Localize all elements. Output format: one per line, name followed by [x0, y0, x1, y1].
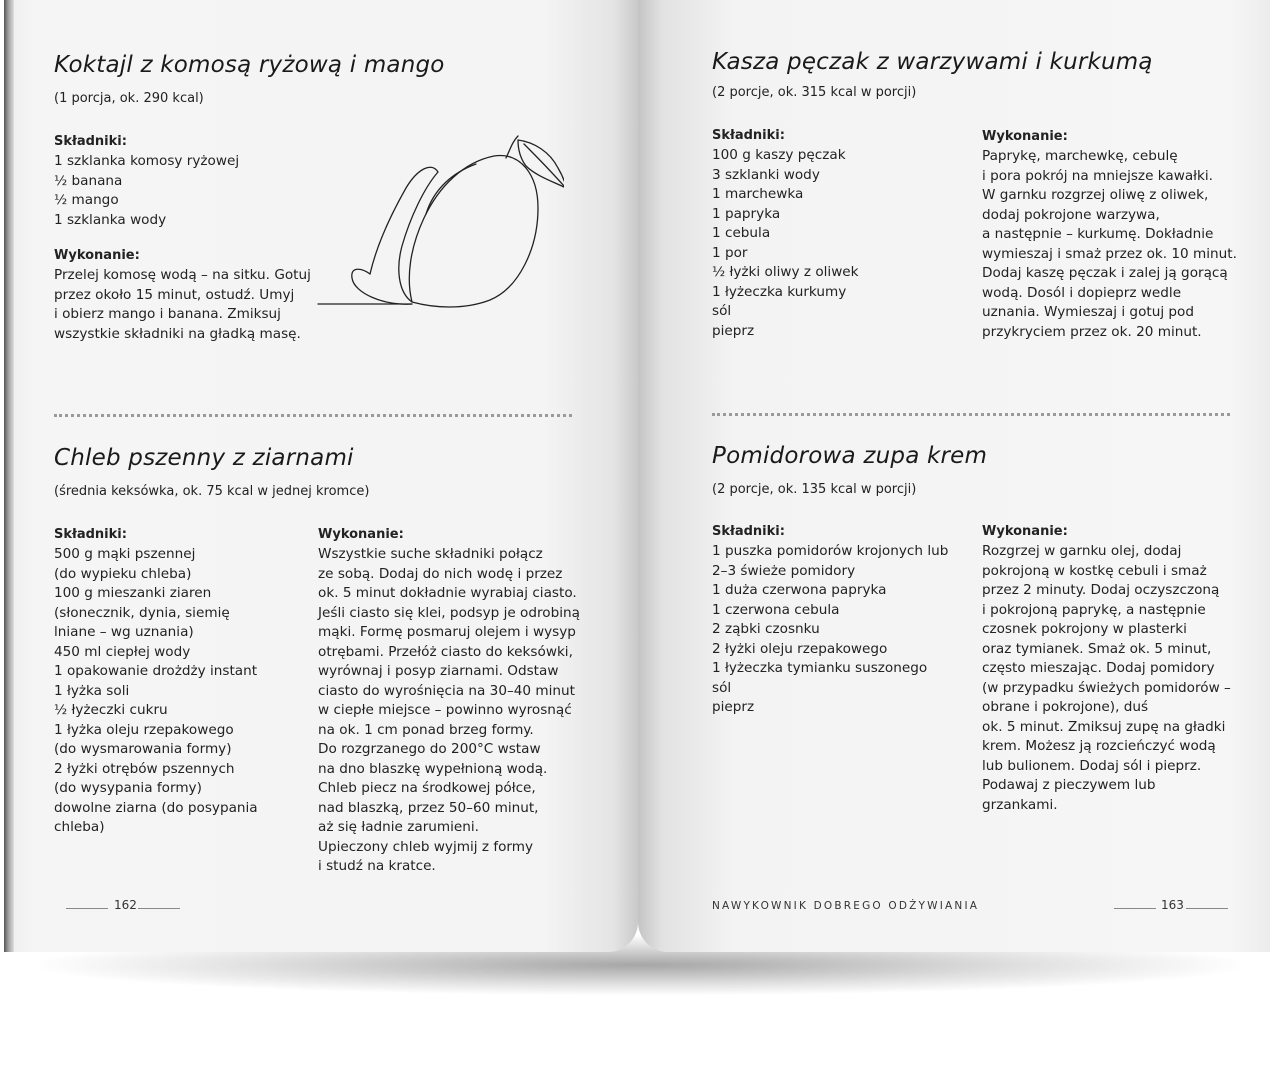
text-line: Upieczony chleb wyjmij z formy	[318, 838, 534, 855]
recipe-subtitle: (1 porcja, ok. 290 kcal)	[54, 91, 204, 106]
text-line: mąki. Formę posmaruj olejem i wysyp	[318, 624, 576, 640]
ingredients-section	[54, 134, 239, 230]
text-line: 1 łyżka soli	[54, 682, 130, 699]
text-line: 1 cebula	[712, 225, 771, 241]
ingredients-heading: Składniki:	[712, 524, 785, 539]
method-section	[982, 129, 1237, 342]
method-list	[982, 147, 1237, 342]
text-line: a następnie – kurkumę. Dokładnie	[982, 226, 1214, 242]
text-line: aż się ładnie zarumieni.	[318, 819, 479, 835]
text-line: ½ mango	[54, 192, 119, 208]
text-line: czosnek pokrojony w plasterki	[982, 621, 1187, 637]
text-line: 1 łyżeczka kurkumy	[712, 283, 847, 300]
method-section	[318, 527, 580, 877]
text-line: 1 czerwona cebula	[712, 601, 840, 618]
recipe-subtitle: (2 porcje, ok. 315 kcal w porcji)	[712, 85, 917, 100]
text-line: przez 2 minuty. Dodaj oczyszczoną	[982, 582, 1220, 598]
text-line: 1 puszka pomidorów krojonych lub	[712, 543, 949, 559]
text-line: ½ banana	[54, 172, 123, 189]
text-line: pieprz	[712, 322, 755, 339]
text-line: Wszystkie suche składniki połącz	[318, 546, 543, 562]
text-line: 100 g mieszanki ziaren	[54, 585, 212, 601]
method-heading: Wykonanie:	[982, 129, 1068, 144]
ingredients-list	[712, 542, 948, 718]
text-line: (do wysmarowania formy)	[54, 741, 232, 757]
text-line: Jeśli ciasto się klei, podsyp je odrobiną	[318, 604, 580, 621]
recipe-title: Pomidorowa zupa krem	[712, 443, 988, 469]
text-line: W garnku rozgrzej oliwę z oliwek,	[982, 187, 1209, 203]
method-heading: Wykonanie:	[318, 527, 404, 542]
section-divider	[712, 413, 1230, 416]
text-line: pokrojoną w kostkę cebuli i smaż	[982, 562, 1207, 579]
text-line: 100 g kaszy pęczak	[712, 147, 846, 163]
method-list	[318, 545, 580, 877]
text-line: chleba)	[54, 819, 105, 835]
text-line: Dodaj kaszę pęczak i zalej ją gorącą	[982, 265, 1228, 281]
left-page	[4, 0, 638, 952]
ingredients-section	[54, 527, 258, 838]
page-number: 162	[114, 898, 137, 912]
text-line: na dno blaszkę wypełnioną wodą.	[318, 760, 548, 777]
method-heading: Wykonanie:	[982, 524, 1068, 539]
text-line: ½ łyżki oliwy z oliwek	[712, 264, 859, 280]
ingredients-section	[712, 128, 859, 341]
method-heading: Wykonanie:	[54, 248, 140, 263]
text-line: 450 ml ciepłej wody	[54, 643, 191, 660]
text-line: uznania. Wymieszaj i gotuj pod	[982, 304, 1194, 320]
text-line: i studź na kratce.	[318, 858, 436, 874]
ingredients-list	[54, 545, 258, 838]
page-number: 163	[1161, 898, 1184, 912]
text-line: dodaj pokrojone warzywa,	[982, 206, 1160, 223]
text-line: 1 szklanka wody	[54, 211, 167, 228]
text-line: Paprykę, marchewkę, cebulę	[982, 148, 1178, 164]
text-line: pieprz	[712, 699, 755, 715]
text-line: 1 duża czerwona papryka	[712, 582, 887, 598]
ingredients-section	[712, 524, 948, 718]
text-line: 2–3 świeże pomidory	[712, 562, 856, 579]
text-line: 1 papryka	[712, 205, 781, 222]
footer-rule	[1186, 908, 1228, 909]
method-section	[54, 248, 311, 344]
recipe-subtitle: (średnia keksówka, ok. 75 kcal w jednej kromce)	[54, 484, 370, 499]
text-line: grzankami.	[982, 796, 1058, 813]
mango-line-drawing-icon	[314, 128, 564, 308]
text-line: wodą. Dosól i dopieprz wedle	[982, 284, 1182, 301]
text-line: krem. Możesz ją rozcieńczyć wodą	[982, 738, 1216, 754]
text-line: Chleb piecz na środkowej półce,	[318, 780, 536, 796]
text-line: lub bulionem. Dodaj sól i pieprz.	[982, 757, 1202, 774]
text-line: 1 opakowanie drożdży instant	[54, 663, 258, 679]
text-line: (w przypadku świeżych pomidorów –	[982, 679, 1231, 696]
recipe-title: Kasza pęczak z warzywami i kurkumą	[712, 49, 1153, 75]
text-line: ok. 5 minut dokładnie wyrabiaj ciasto.	[318, 585, 577, 601]
text-line: 1 łyżeczka tymianku suszonego	[712, 660, 928, 676]
text-line: w ciepłe miejsce – powinno wyrosnąć	[318, 702, 572, 718]
method-list	[54, 266, 311, 344]
method-section	[982, 524, 1231, 815]
text-line: lniane – wg uznania)	[54, 624, 194, 640]
text-line: przez około 15 minut, ostudź. Umyj	[54, 286, 295, 303]
text-line: przykryciem przez ok. 20 minut.	[982, 323, 1202, 340]
text-line: i obierz mango i banana. Zmiksuj	[54, 306, 281, 322]
text-line: sól	[712, 303, 732, 319]
text-line: obrane i pokrojone), duś	[982, 699, 1149, 715]
text-line: na ok. 1 cm ponad brzeg formy.	[318, 721, 534, 738]
text-line: 3 szklanki wody	[712, 166, 820, 183]
text-line: ciasto do wyrośnięcia na 30–40 minut	[318, 682, 575, 699]
text-line: (do wypieku chleba)	[54, 565, 192, 582]
book-title-footer: NAWYKOWNIK DOBREGO ODŻYWIANIA	[712, 900, 980, 912]
recipe-subtitle: (2 porcje, ok. 135 kcal w porcji)	[712, 482, 917, 497]
text-line: sól	[712, 679, 732, 696]
text-line: 1 łyżka oleju rzepakowego	[54, 721, 234, 738]
text-line: i pokrojoną paprykę, a następnie	[982, 601, 1206, 618]
text-line: Do rozgrzanego do 200°C wstaw	[318, 741, 541, 757]
ingredients-heading: Składniki:	[54, 527, 127, 542]
right-page	[638, 0, 1270, 952]
text-line: ½ łyżeczki cukru	[54, 702, 168, 718]
text-line: 2 łyżki otrębów pszennych	[54, 760, 235, 777]
ingredients-heading: Składniki:	[54, 134, 127, 149]
text-line: 2 ząbki czosnku	[712, 621, 820, 637]
text-line: otrębami. Przełóż ciasto do keksówki,	[318, 643, 573, 660]
recipe-title: Koktajl z komosą ryżową i mango	[54, 52, 445, 78]
section-divider	[54, 414, 572, 417]
text-line: dowolne ziarna (do posypania	[54, 799, 258, 816]
text-line: 2 łyżki oleju rzepakowego	[712, 640, 888, 657]
text-line: często mieszając. Dodaj pomidory	[982, 660, 1215, 676]
text-line: wyrównaj i posyp ziarnami. Odstaw	[318, 663, 559, 679]
ingredients-heading: Składniki:	[712, 128, 785, 143]
text-line: wszystkie składniki na gładką masę.	[54, 325, 301, 342]
text-line: i pora pokrój na mniejsze kawałki.	[982, 167, 1213, 184]
text-line: (słonecznik, dynia, siemię	[54, 604, 230, 621]
text-line: 1 szklanka komosy ryżowej	[54, 153, 240, 169]
method-list	[982, 542, 1231, 815]
recipe-title: Chleb pszenny z ziarnami	[54, 445, 354, 471]
text-line: 500 g mąki pszennej	[54, 546, 196, 562]
text-line: nad blaszką, przez 50–60 minut,	[318, 799, 539, 816]
ingredients-list	[54, 152, 239, 230]
text-line: ze sobą. Dodaj do nich wodę i przez	[318, 565, 563, 582]
text-line: 1 por	[712, 244, 748, 261]
text-line: ok. 5 minut. Zmiksuj zupę na gładki	[982, 718, 1226, 735]
ingredients-list	[712, 146, 859, 341]
text-line: (do wysypania formy)	[54, 780, 202, 796]
text-line: wymieszaj i smaż przez ok. 10 minut.	[982, 245, 1237, 262]
footer-rule	[138, 908, 180, 909]
text-line: Rozgrzej w garnku olej, dodaj	[982, 543, 1182, 559]
text-line: oraz tymianek. Smaż ok. 5 minut,	[982, 640, 1212, 657]
footer-rule	[66, 908, 108, 909]
text-line: Przelej komosę wodą – na sitku. Gotuj	[54, 267, 311, 283]
text-line: 1 marchewka	[712, 186, 804, 202]
footer-rule	[1114, 908, 1156, 909]
text-line: Podawaj z pieczywem lub	[982, 777, 1156, 793]
